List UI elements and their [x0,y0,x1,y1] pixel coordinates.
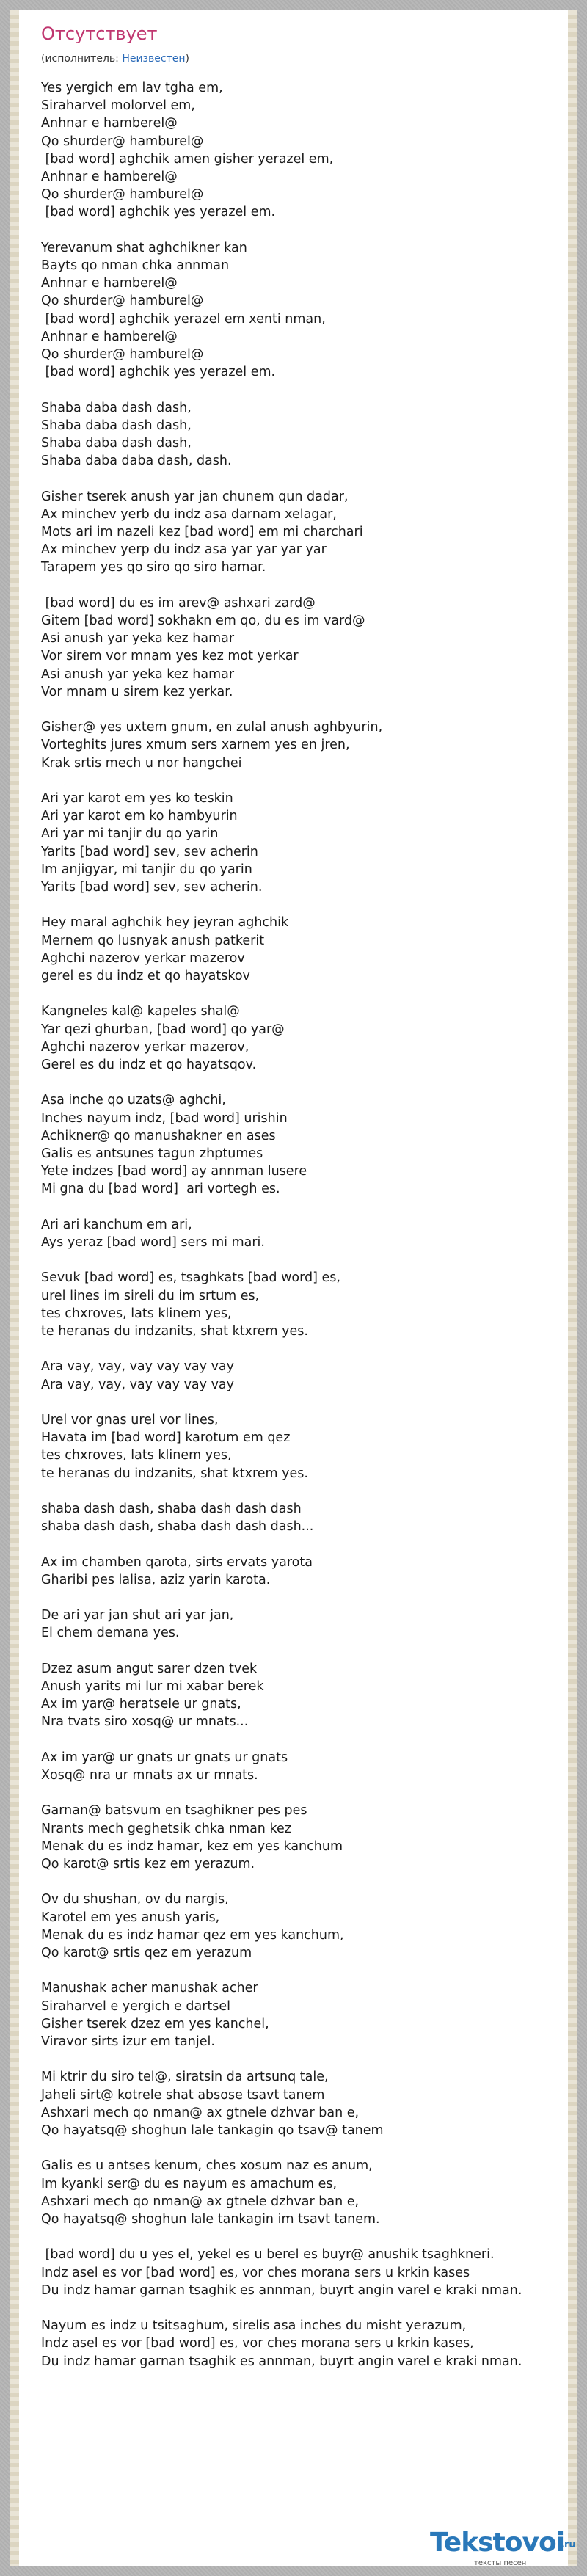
lyric-line: Im kyanki ser@ du es nayum es amachum es, [41,2176,338,2191]
lyric-line: Ax minchev yerp du indz asa yar yar yar yar [41,542,327,558]
logo-tagline: тексты песен [474,2559,527,2567]
lyric-line: Shaba daba dash dash, [41,418,192,433]
lyric-line: Ax im chamben qarota, sirts ervats yarota [41,1554,313,1570]
lyric-line: Sevuk [bad word] es, tsaghkats [bad word] es, [41,1270,340,1286]
lyric-line: Galis es antsunes tagun zhptumes [41,1146,263,1162]
lyric-line: Shaba daba daba dash, dash. [41,454,232,469]
lyrics-stanza [41,1358,562,1393]
lyric-line: Urel vor gnas urel vor lines, [41,1413,219,1428]
lyric-line: [bad word] du u yes el, yekel es u berel es buyr@ anushik tsaghkneri. [41,2247,495,2263]
right-decor-strip [568,10,577,2566]
lyric-line: Karotel em yes anush yaris, [41,1910,220,1925]
lyric-line: Ari yar karot em ko hambyurin [41,809,238,824]
lyric-line: Shaba daba dash dash, [41,400,192,415]
lyric-line: gerel es du indz et qo hayatskov [41,969,250,984]
lyric-line: Indz asel es vor [bad word] es, vor ches morana sers u krkin kases [41,2265,470,2280]
lyric-line: Havata im [bad word] karotum em qez [41,1430,291,1446]
lyric-line: Menak du es indz hamar qez em yes kanchum, [41,1927,344,1943]
lyrics-stanza [41,594,562,701]
lyric-line: Tarapem yes qo siro qo siro hamar. [41,560,266,575]
lyric-line: shaba dash dash, shaba dash dash dash [41,1502,302,1517]
lyric-line: Galis es u antses kenum, ches xosum naz es anum, [41,2158,373,2174]
lyrics-stanza [41,1216,562,1251]
lyric-line: shaba dash dash, shaba dash dash dash... [41,1519,314,1535]
lyrics-stanza [41,1979,562,2051]
lyrics-stanza [41,488,562,577]
lyric-line: Mi gna du [bad word] ari vortegh es. [41,1182,280,1197]
lyric-line: Gerel es du indz et qo hayatsqov. [41,1058,257,1073]
lyrics-stanza [41,1749,562,1784]
lyrics-stanza [41,1802,562,1873]
lyric-line: Qo karot@ srtis qez em yerazum [41,1946,252,1961]
lyric-line: Ays yeraz [bad word] sers mi mari. [41,1235,265,1251]
lyric-line: Dzez asum angut sarer dzen tvek [41,1661,258,1676]
lyric-line: Achikner@ qo manushakner en ases [41,1128,276,1143]
lyric-line: Ashxari mech qo nman@ ax gtnele dzhvar ban e, [41,2194,360,2209]
lyric-line: Anhnar e hamberel@ [41,276,178,291]
lyric-line: Ax minchev yerb du indz asa darnam xelagar, [41,506,337,522]
lyrics-stanza [41,2317,562,2371]
lyrics-stanza [41,1607,562,1642]
lyric-line: Nayum es indz u tsitsaghum, sirelis asa inches du misht yerazum, [41,2318,467,2334]
lyric-line: Asi anush yar yeka kez hamar [41,631,235,647]
lyrics-stanza [41,1269,562,1340]
lyric-line: Yes yergich em lav tgha em, [41,81,223,95]
lyric-line: Ara vay, vay, vay vay vay vay [41,1377,235,1392]
lyric-line: Qo hayatsq@ shoghun lale tankagin qo tsav@ tanem [41,2123,384,2139]
lyrics-stanza [41,718,562,772]
lyric-line: Qo hayatsq@ shoghun lale tankagin im tsavt tanem. [41,2212,380,2227]
lyric-line: Bayts qo nman chka annman [41,258,230,274]
lyric-line: Ax im yar@ heratsele ur gnats, [41,1697,241,1712]
lyric-line: [bad word] aghchik amen gisher yerazel em, [41,151,334,167]
lyric-line: Mots ari im nazeli kez [bad word] em mi charchari [41,525,363,540]
lyrics-stanza [41,1500,562,1535]
lyrics-stanza [41,1554,562,1589]
lyric-line: Gitem [bad word] sokhakn em qo, du es im vard@ [41,614,365,629]
lyric-line: Gisher tserek anush yar jan chunem qun dadar, [41,489,349,504]
lyric-line: Vor mnam u sirem kez yerkar. [41,684,233,699]
lyric-line: Nrants mech geghetsik chka nman kez [41,1821,291,1836]
lyrics-stanza [41,399,562,470]
performer-prefix: (исполнитель: [41,53,123,65]
lyrics-stanza [41,2246,562,2299]
lyric-line: Anush yarits mi lur mi xabar berek [41,1679,264,1695]
lyric-line: Shaba daba dash dash, [41,436,192,451]
lyric-line: Indz asel es vor [bad word] es, vor ches morana sers u krkin kases, [41,2336,474,2351]
lyric-line: Im anjigyar, mi tanjir du qo yarin [41,862,252,877]
lyrics-stanza [41,1660,562,1731]
lyric-line: tes chxroves, lats klinem yes, [41,1448,232,1463]
lyrics-stanza [41,1891,562,1962]
logo-tld: .ru [561,2539,576,2550]
lyric-line: Yarits [bad word] sev, sev acherin. [41,880,263,895]
lyric-line: [bad word] aghchik yes yerazel em. [41,205,276,220]
lyric-line: Inches nayum indz, [bad word] urishin [41,1110,288,1126]
lyric-line: Du indz hamar garnan tsaghik es annman, buyrt angin varel e kraki nman. [41,2354,522,2369]
left-decor-strip [10,10,19,2566]
lyric-line: Xosq@ nra ur mnats ax ur mnats. [41,1768,258,1783]
lyric-line: Mi ktrir du siro tel@, siratsin da artsunq tale, [41,2070,329,2085]
lyric-line: Aghchi nazerov yerkar mazerov, [41,1039,249,1055]
lyric-line: Gharibi pes lalisa, aziz yarin karota. [41,1572,271,1587]
lyrics-stanza [41,2068,562,2139]
lyric-line: Garnan@ batsvum en tsaghikner pes pes [41,1803,307,1819]
lyric-line: Yerevanum shat aghchikner kan [41,240,247,255]
lyric-line: [bad word] du es im arev@ ashxari zard@ [41,595,316,611]
lyric-line: Du indz hamar garnan tsaghik es annman, buyrt angin varel e kraki nman. [41,2282,522,2298]
lyric-line: urel lines im sireli du im srtum es, [41,1288,260,1303]
lyrics-stanza [41,1411,562,1482]
lyric-line: Jaheli sirt@ kotrele shat absose tsavt tanem [41,2087,325,2103]
lyric-line: [bad word] aghchik yes yerazel em. [41,365,276,380]
lyric-line: Viravor sirts izur em tanjel. [41,2034,215,2050]
lyric-line: Ari yar karot em yes ko teskin [41,791,233,807]
lyric-line: Krak srtis mech u nor hangchei [41,755,242,771]
lyrics-stanza [41,79,562,222]
performer-line [41,53,189,65]
lyric-line: Qo shurder@ hamburel@ [41,134,204,149]
lyric-line: [bad word] aghchik yerazel em xenti nman, [41,311,326,327]
lyric-line: Qo shurder@ hamburel@ [41,294,204,309]
lyric-line: Gisher tserek dzez em yes kanchel, [41,2016,269,2031]
lyric-line: Kangneles kal@ kapeles shal@ [41,1004,240,1019]
lyric-line: Mernem qo lusnyak anush patkerit [41,933,265,948]
lyric-line: El chem demana yes. [41,1626,180,1641]
performer-suffix: ) [185,53,189,65]
lyric-line: Menak du es indz hamar, kez em yes kanchum [41,1838,343,1854]
lyric-line: Qo shurder@ hamburel@ [41,347,204,363]
lyrics-stanza [41,2157,562,2228]
lyric-line: Anhnar e hamberel@ [41,116,178,131]
lyric-line: Vorteghits jures xmum sers xarnem yes en jren, [41,738,350,753]
lyrics-stanza [41,1091,562,1198]
lyric-line: Aghchi nazerov yerkar mazerov [41,950,245,966]
lyric-line: Siraharvel e yergich e dartsel [41,1998,230,2014]
lyric-line: Yete indzes [bad word] ay annman lusere [41,1164,307,1179]
lyric-line: Gisher@ yes uxtem gnum, en zulal anush aghbyurin, [41,720,383,735]
lyric-line: Yar qezi ghurban, [bad word] qo yar@ [41,1022,285,1037]
lyric-line: Ashxari mech qo nman@ ax gtnele dzhvar ban e, [41,2105,360,2120]
site-logo[interactable] [430,2528,577,2572]
lyrics-stanza [41,239,562,382]
lyric-line: De ari yar jan shut ari yar jan, [41,1608,234,1623]
lyric-line: tes chxroves, lats klinem yes, [41,1306,232,1321]
lyric-line: Qo shurder@ hamburel@ [41,187,204,203]
lyric-line: Asi anush yar yeka kez hamar [41,666,235,682]
lyric-line: Siraharvel molorvel em, [41,98,195,114]
lyrics-stanza [41,790,562,896]
lyric-line: Anhnar e hamberel@ [41,329,178,344]
lyric-line: Ax im yar@ ur gnats ur gnats ur gnats [41,1750,288,1765]
lyric-line: Qo karot@ srtis kez em yerazum. [41,1857,255,1872]
lyric-line: Ov du shushan, ov du nargis, [41,1892,229,1907]
lyric-line: Yarits [bad word] sev, sev acherin [41,844,258,859]
lyric-line: Asa inche qo uzats@ aghchi, [41,1093,226,1108]
lyric-line: Nra tvats siro xosq@ ur mnats... [41,1714,249,1730]
logo-name: Tekstovoi [430,2528,565,2558]
lyric-line: te heranas du indzanits, shat ktxrem yes. [41,1466,308,1481]
lyric-line: Ari yar mi tanjir du qo yarin [41,826,219,842]
song-title: Отсутствует [41,23,158,44]
performer-link[interactable]: Неизвестен [122,53,186,65]
lyric-line: Manushak acher manushak acher [41,1981,258,1996]
lyric-line: Vor sirem vor mnam yes kez mot yerkar [41,649,299,664]
lyrics-stanza [41,914,562,985]
lyrics-body [41,79,562,2388]
lyric-line: Anhnar e hamberel@ [41,170,178,185]
lyric-line: Ara vay, vay, vay vay vay vay [41,1359,235,1375]
lyric-line: Ari ari kanchum em ari, [41,1217,192,1232]
lyric-line: Hey maral aghchik hey jeyran aghchik [41,915,289,931]
lyric-line: te heranas du indzanits, shat ktxrem yes. [41,1324,308,1339]
lyrics-stanza [41,1003,562,1074]
lyrics-sheet [10,10,577,2566]
